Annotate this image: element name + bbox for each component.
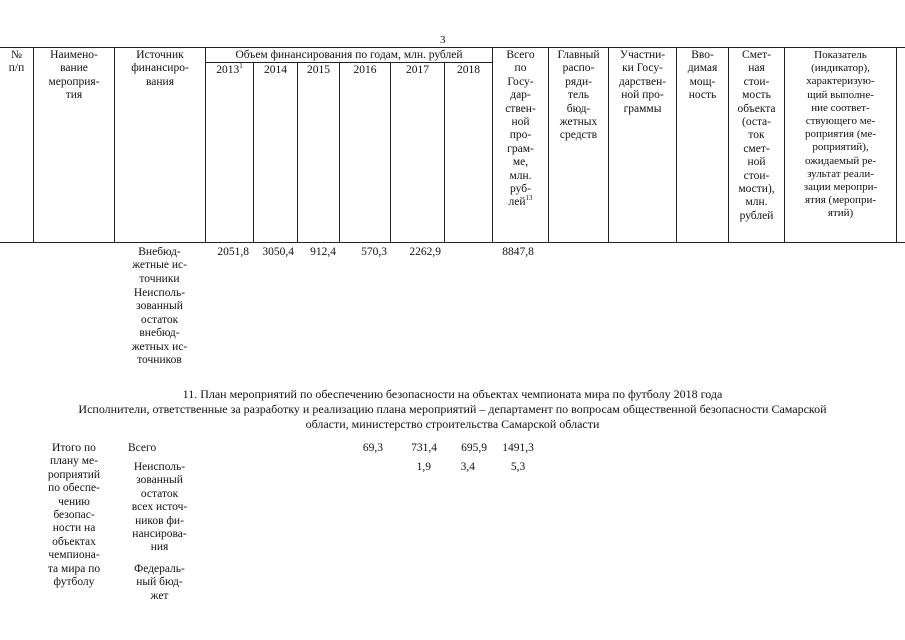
col-divider [253,62,254,243]
table-top-border [0,47,905,48]
value-cell: 3,4 [460,461,475,473]
value-cell: 1,9 [416,461,431,473]
header-cost: Смет- ная стои- мость объекта (остa- ток смет- ной стои- мости), млн. рублей [737,49,776,222]
header-name: Наимено- вание мероприя- тия [48,49,100,102]
value-cell: 2262,9 [409,246,441,258]
section-executors: Исполнители, ответственные за разработку и реализацию плана мероприятий – департамент по вопросам общественной безопасности Самарской области, министерство строительства Самарской области [78,402,827,431]
item-name-cell: Итого по плану ме- роприятий по обеспе- чению безопас- ности на объектах чемпиона- та мира по футболу [47,442,101,589]
header-source: Источник финансиро- вания [131,49,189,88]
header-year: 2015 [307,64,330,76]
header-num: № п/п [8,49,25,75]
source-cell: Федераль- ный бюд- жет [134,563,185,602]
header-participants: Участни- ки Госу- дарствен- ной про- граммы [618,49,667,115]
total-cell: 1491,3 [502,442,534,454]
header-year: 2017 [406,64,429,76]
section-title: 11. План мероприятий по обеспечению безопасности на объектах чемпионата мира по футболу 2018 года [182,387,723,401]
header-budget-holder: Главный распо- ряди- тель бюд- жетных средств [557,49,600,142]
page-number: 3 [440,34,446,46]
col-divider [896,47,897,243]
value-cell: 2051,8 [217,246,249,258]
source-cell: Неисполь- зованный остаток внебюд- жетных ис- точников [131,287,188,367]
value-cell: 570,3 [361,246,387,258]
header-funding-group: Объем финансирования по годам, млн. рублей [235,49,463,61]
value-cell: 69,3 [362,442,383,454]
header-indicator: Показатель (индикатор), характеризую- щий выполне- ние соответ- ствующего ме- роприятия (ме- роприятий), ожидаемый ре- зультат реали- зации меропри- ятия (меропри- ятий) [803,49,878,220]
value-cell: 3050,4 [262,246,294,258]
value-cell: 912,4 [310,246,336,258]
header-year: 2016 [353,64,377,76]
col-divider [339,62,340,243]
header-year: 2014 [264,64,287,76]
source-cell: Неисполь- зованный остаток всех источ- ников фи- нансирова- ния [131,461,188,554]
header-year: 2013$^1$ [216,62,243,76]
value-cell: 731,4 [411,442,437,454]
header-total: Всего по Госу- дар- ствен- ной про- грам- ме, млн. руб- лей$^{13}$ [505,49,536,209]
col-divider [297,62,298,243]
col-divider [390,62,391,243]
source-cell: Всего [128,442,157,454]
header-capacity: Вво- димая мощ- ность [687,49,718,102]
value-cell: 695,9 [461,442,487,454]
total-cell: 8847,8 [502,246,534,258]
total-cell: 5,3 [510,461,526,473]
table-bottom-border [0,242,905,243]
source-cell: Внебюд- жетные ис- точники [132,246,187,285]
col-divider [444,62,445,243]
header-year: 2018 [457,64,480,76]
